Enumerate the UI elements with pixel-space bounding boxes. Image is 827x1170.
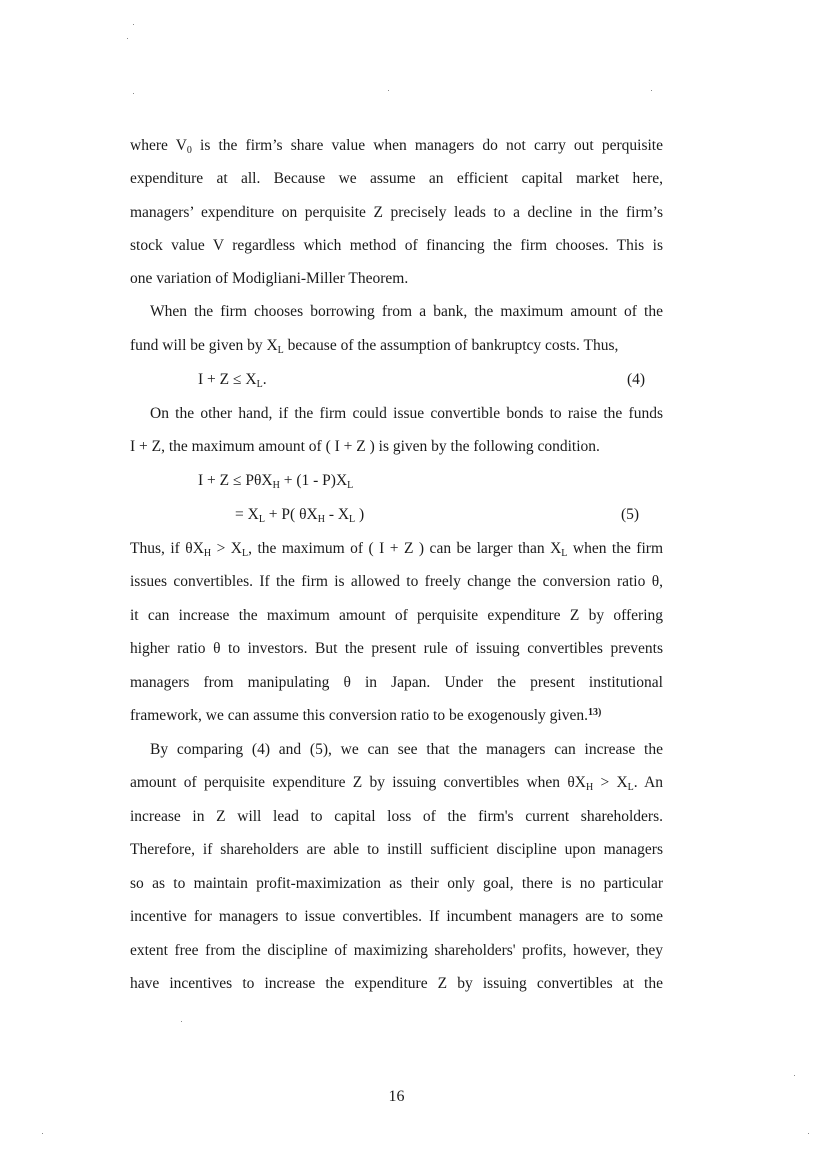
equation-5-line1: $I + Z \le P\theta X_H + (1 - P)X_L$ xyxy=(198,472,354,491)
para5-line8: have incentives to increase the expenditure Z by issuing convertibles at the xyxy=(130,975,663,992)
para4-line4: higher ratio θ to investors. But the present rule of issuing convertibles prevents xyxy=(130,640,663,657)
scan-speck xyxy=(794,1075,795,1076)
para1-line4: stock value V regardless which method of financing the firm chooses. This is xyxy=(130,237,663,254)
para1-line2: expenditure at all. Because we assume an efficient capital market here, xyxy=(130,170,663,187)
para4-line5: managers from manipulating θ in Japan. Under the present institutional xyxy=(130,674,663,691)
scan-speck xyxy=(133,24,134,25)
scan-speck xyxy=(42,1133,43,1134)
para5-line1: By comparing (4) and (5), we can see that the managers can increase the xyxy=(150,741,663,758)
footnote-marker: 13) xyxy=(587,707,602,718)
para5-line7: extent free from the discipline of maximizing shareholders' profits, however, they xyxy=(130,942,663,959)
para1-line3: managers’ expenditure on perquisite Z precisely leads to a decline in the firm’s xyxy=(130,204,663,221)
para1-line5: one variation of Modigliani-Miller Theorem. xyxy=(130,270,409,287)
para5-line5: so as to maintain profit-maximization as their only goal, there is no particular xyxy=(130,875,663,892)
para3-line2: I + Z, the maximum amount of ( I + Z ) is given by the following condition. xyxy=(130,438,600,455)
para2-line2: fund will be given by $X_L$ because of the assumption of bankruptcy costs. Thus, xyxy=(130,337,619,356)
para4-line1: Thus, if $\theta X_H > X_L$, the maximum of ( I + Z ) can be larger than $X_L$ when the firm xyxy=(130,540,663,559)
para5-line3: increase in Z will lead to capital loss of the firm's current shareholders. xyxy=(130,808,663,825)
scan-speck xyxy=(127,38,128,39)
scan-speck xyxy=(388,90,389,91)
scan-speck xyxy=(808,1133,809,1134)
equation-4-number: (4) xyxy=(627,371,646,388)
para4-line2: issues convertibles. If the firm is allowed to freely change the conversion ratio θ, xyxy=(130,573,663,590)
page-number: 16 xyxy=(388,1088,405,1105)
equation-5-number: (5) xyxy=(621,506,640,523)
para5-line6: incentive for managers to issue convertibles. If incumbent managers are to some xyxy=(130,908,663,925)
para2-line1: When the firm chooses borrowing from a bank, the maximum amount of the xyxy=(150,303,663,320)
para5-line2: amount of perquisite expenditure Z by issuing convertibles when $\theta X_H > X_L$. An xyxy=(130,774,664,793)
para5-line4: Therefore, if shareholders are able to instill sufficient discipline upon managers xyxy=(130,841,663,858)
scan-speck xyxy=(181,1021,182,1022)
para1-line1: where $V_0$ is the firm’s share value when managers do not carry out perquisite xyxy=(130,137,663,156)
scan-speck xyxy=(651,90,652,91)
para4-line3: it can increase the maximum amount of perquisite expenditure Z by offering xyxy=(130,607,663,624)
equation-4: $I + Z \le X_L$. xyxy=(198,371,267,390)
scan-speck xyxy=(133,93,134,94)
equation-5-line2: = $X_L + P$( $\theta X_H - X_L$ ) xyxy=(235,506,365,525)
para4-line6: framework, we can assume this conversion ratio to be exogenously given.$^{13)}$ xyxy=(130,707,602,724)
para3-line1: On the other hand, if the firm could issue convertible bonds to raise the funds xyxy=(150,405,663,422)
